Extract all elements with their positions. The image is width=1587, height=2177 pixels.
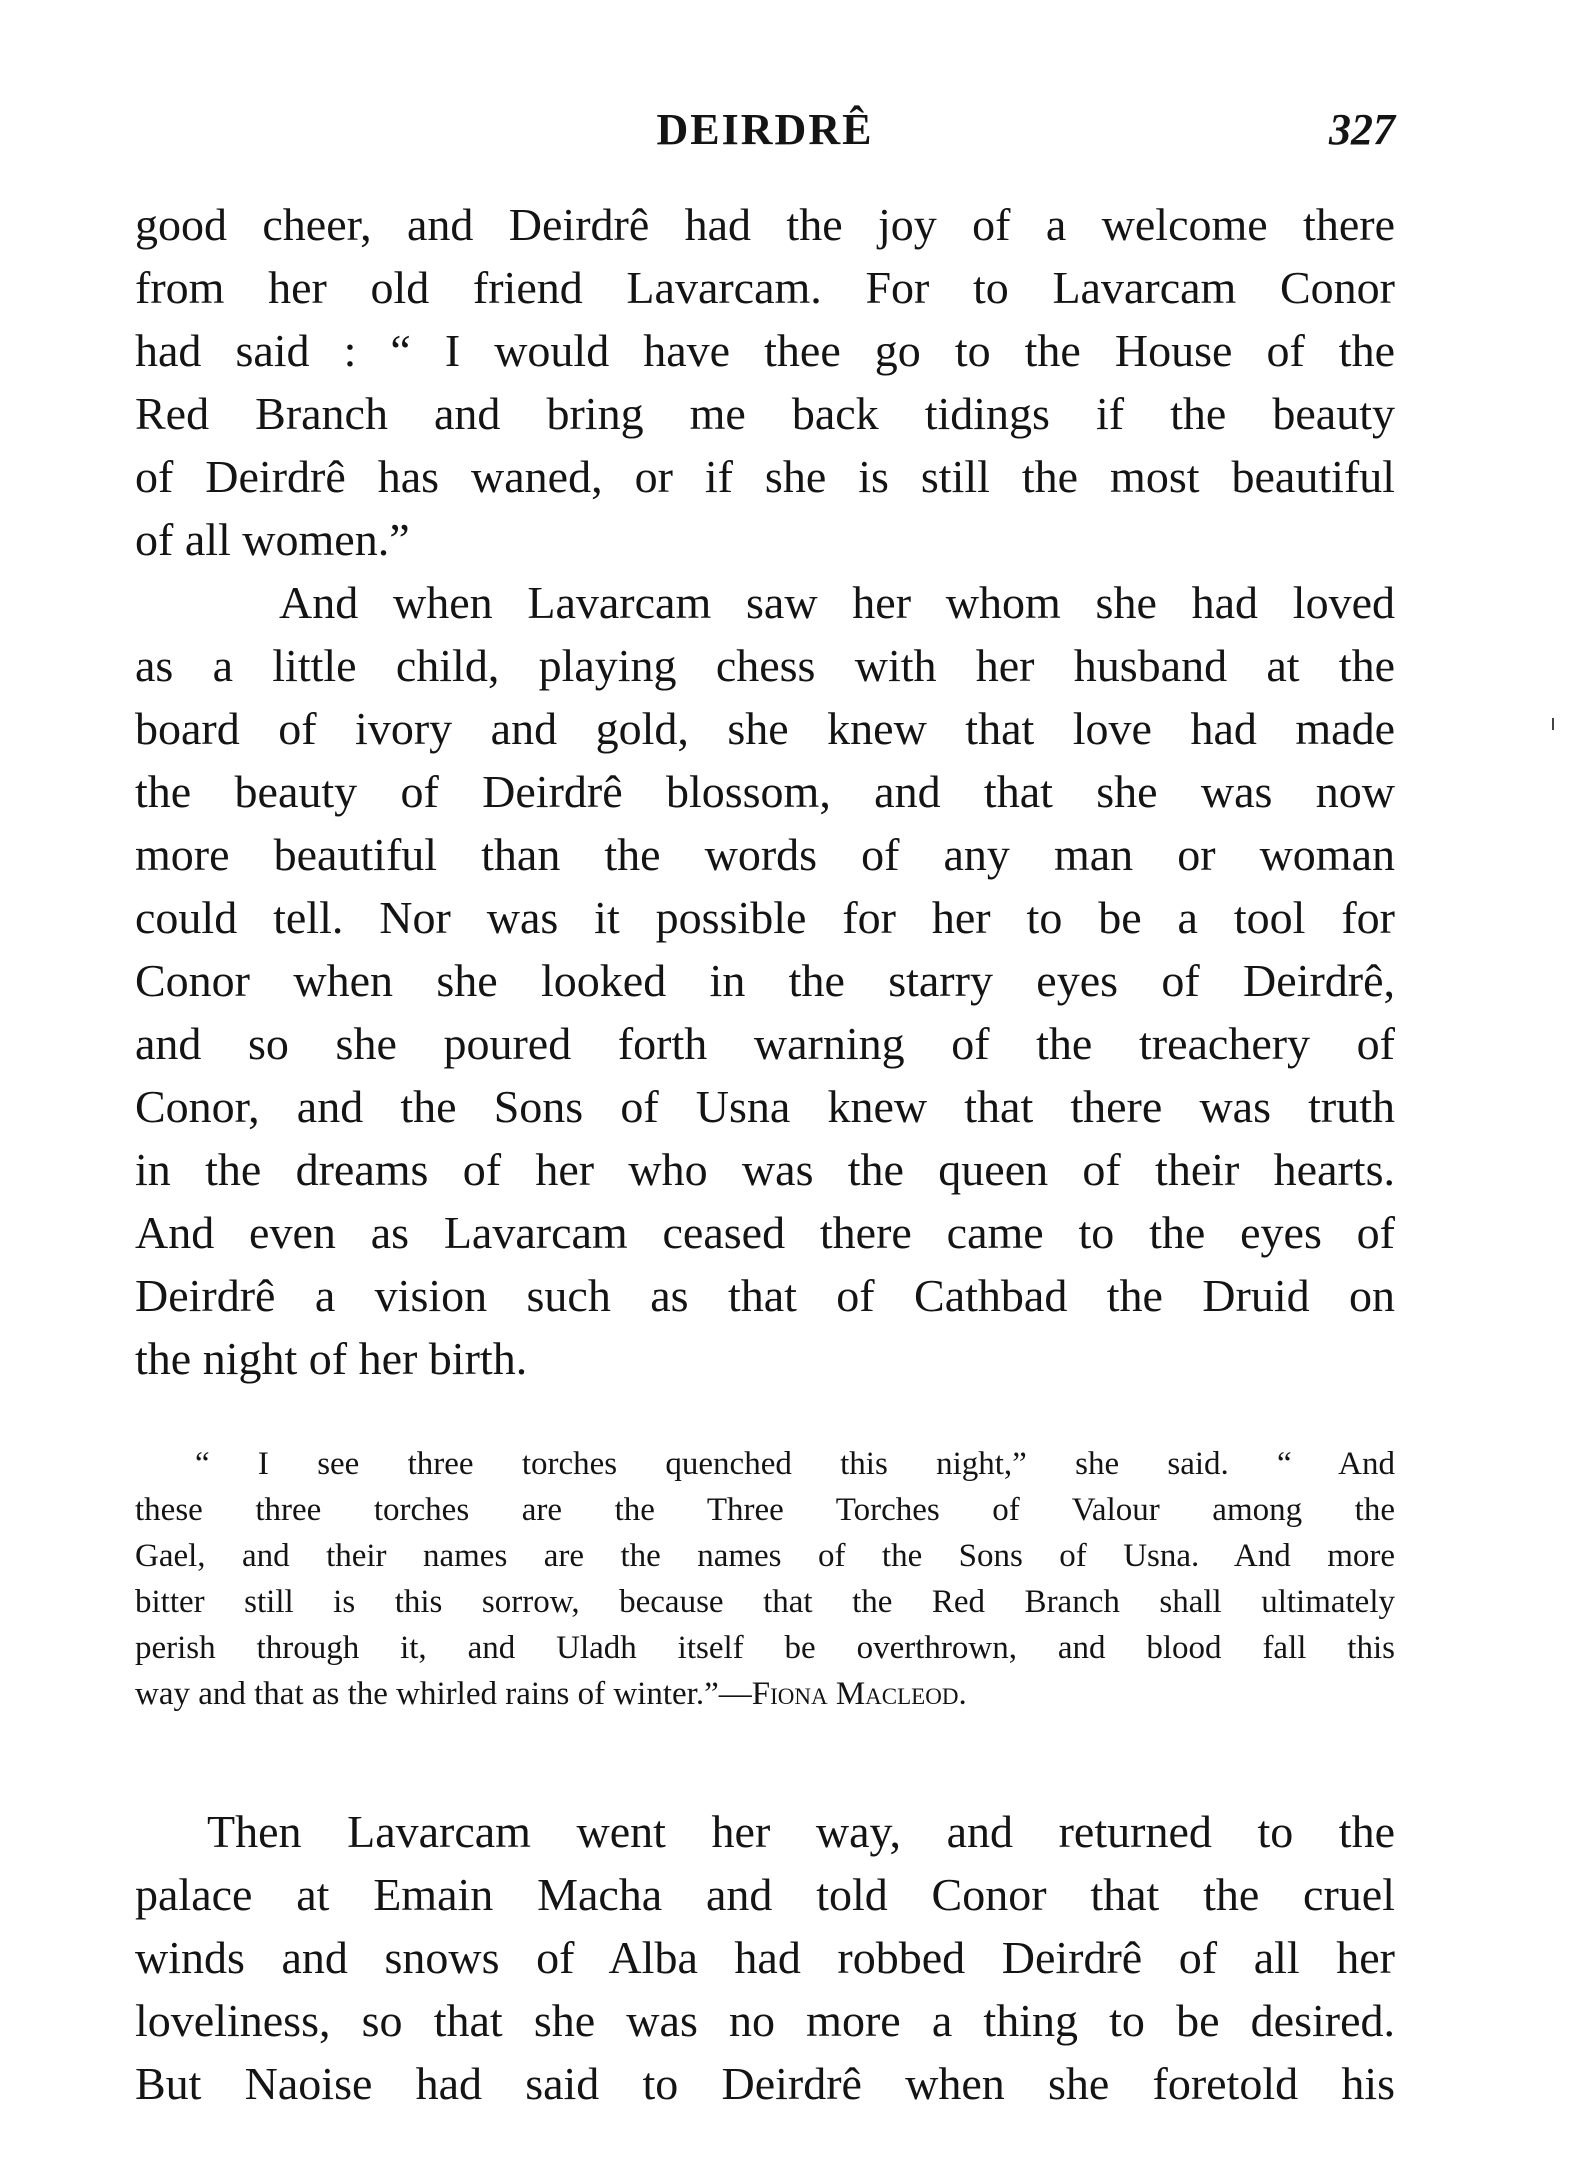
text-line: Conor when she looked in the starry eyes of Deirdrê, <box>135 955 1395 1006</box>
text-line: in the dreams of her who was the queen of their hearts. <box>135 1144 1395 1195</box>
quote-line: perish through it, and Uladh itself be overthrown, and blood fall this <box>135 1630 1395 1666</box>
text-line: board of ivory and gold, she knew that love had made <box>135 703 1395 754</box>
text-line: Red Branch and bring me back tidings if the beauty <box>135 388 1395 439</box>
page-number: 327 <box>1329 105 1395 154</box>
quote-line: bitter still is this sorrow, because that the Red Branch shall ultimately <box>135 1584 1395 1620</box>
text-line: of Deirdrê has waned, or if she is still the most beautiful <box>135 451 1395 502</box>
quote-line: “ I see three torches quenched this night,” she said. “ And <box>195 1446 1395 1482</box>
paragraph-1 <box>135 193 1395 571</box>
text-line: palace at Emain Macha and told Conor that the cruel <box>135 1869 1395 1920</box>
text-line: Deirdrê a vision such as that of Cathbad the Druid on <box>135 1270 1395 1321</box>
quote-attribution: Fiona Macleod. <box>751 1676 967 1712</box>
quote-text: way and that as the whirled rains of winter.”— <box>135 1676 752 1712</box>
text-line: But Naoise had said to Deirdrê when she foretold his <box>135 2058 1395 2109</box>
quote-line-final <box>135 1671 1395 1717</box>
text-line: could tell. Nor was it possible for her to be a tool for <box>135 892 1395 943</box>
block-quotation <box>135 1441 1395 1717</box>
quote-line: these three torches are the Three Torches of Valour among the <box>135 1492 1395 1528</box>
text-line: and so she poured forth warning of the treachery of <box>135 1018 1395 1069</box>
paragraph-2 <box>135 571 1395 1390</box>
text-line: from her old friend Lavarcam. For to Lavarcam Conor <box>135 262 1395 313</box>
book-page <box>135 0 1395 2177</box>
text-line: the night of her birth. <box>135 1333 528 1384</box>
text-line: more beautiful than the words of any man or woman <box>135 829 1395 880</box>
text-line: loveliness, so that she was no more a thing to be desired. <box>135 1995 1395 2046</box>
text-line: winds and snows of Alba had robbed Deirdrê of all her <box>135 1932 1395 1983</box>
paragraph-3 <box>135 1800 1395 2115</box>
text-line: And even as Lavarcam ceased there came to the eyes of <box>135 1207 1395 1258</box>
quote-line: Gael, and their names are the names of the Sons of Usna. And more <box>135 1538 1395 1574</box>
text-line: of all women.” <box>135 514 410 565</box>
text-line: Then Lavarcam went her way, and returned to the <box>207 1806 1395 1857</box>
text-line: good cheer, and Deirdrê had the joy of a welcome there <box>135 199 1395 250</box>
running-head <box>135 100 1395 160</box>
text-line: the beauty of Deirdrê blossom, and that she was now <box>135 766 1395 817</box>
text-line: as a little child, playing chess with her husband at the <box>135 640 1395 691</box>
text-line: And when Lavarcam saw her whom she had loved <box>279 577 1395 628</box>
text-line: had said : “ I would have thee go to the House of the <box>135 325 1395 376</box>
text-line: Conor, and the Sons of Usna knew that there was truth <box>135 1081 1395 1132</box>
running-title: DEIRDRÊ <box>656 105 874 154</box>
print-speck <box>1552 718 1554 730</box>
